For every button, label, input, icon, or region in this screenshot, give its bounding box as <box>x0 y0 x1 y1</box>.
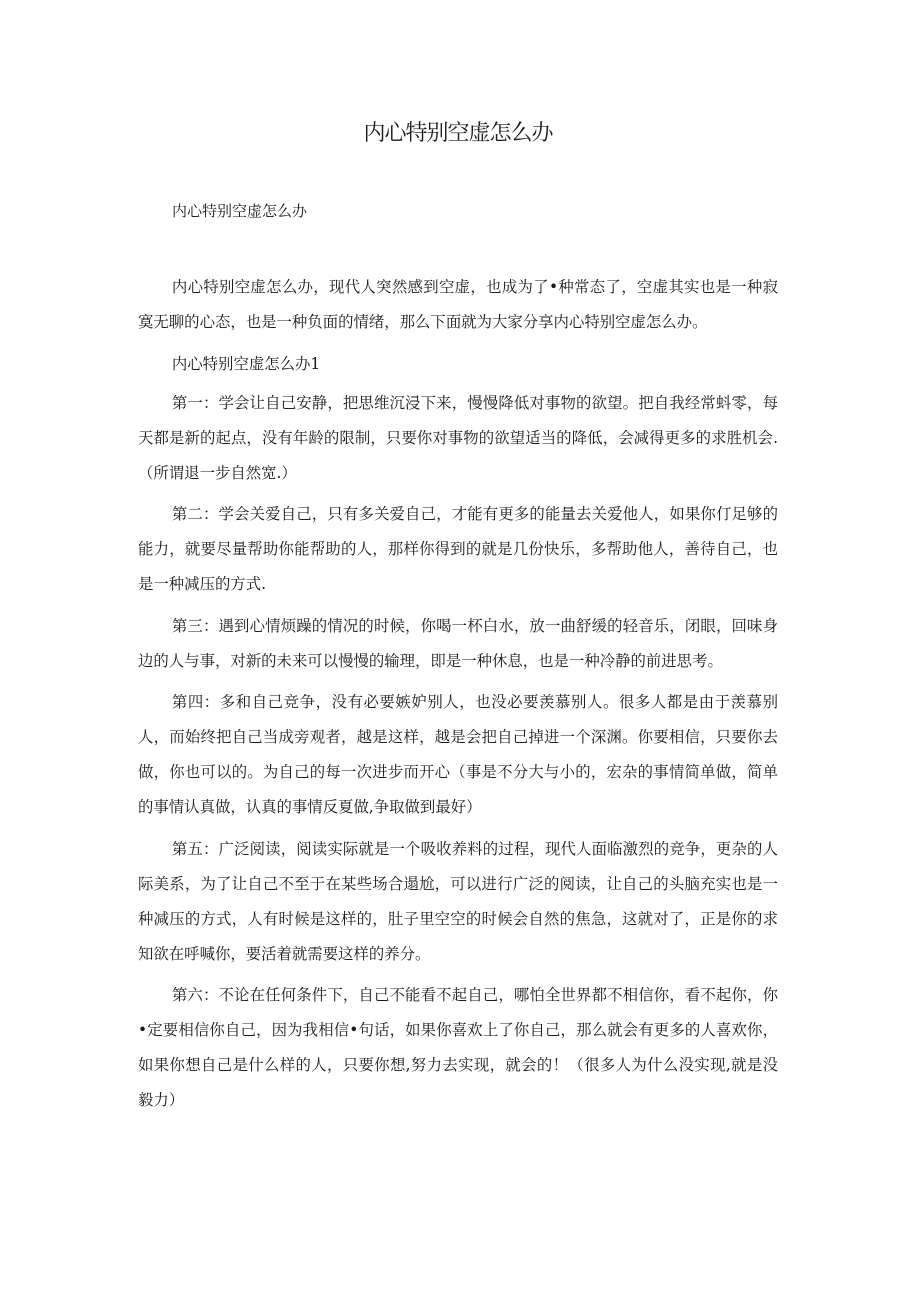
intro-paragraph: 内心特别空虚怎么办，现代人突然感到空虚，也成为了•种常态了，空虚其实也是一种寂寞无聊的心态，也是一种负面的情绪，那么下面就为大家分享内心特别空虚怎么办。 <box>138 278 778 331</box>
paragraph-1: 第一：学会让自己安静，把思维沉浸下来，慢慢降低对事物的欲望。把自我经常蚪零，每天都是新的起点，没有年龄的限制，只要你对事物的欲望适当的降低，会减得更多的求胜机会.（所谓退一步自然宽.） <box>138 393 778 482</box>
paragraph-2: 第二：学会关爱自己，只有多关爱自己，才能有更多的能量去关爱他人，如果你仃足够的能力，就要尽量帮助你能帮助的人，那样你得到的就是几份快乐，多帮助他人，善待自己，也是一种减压的方式. <box>138 505 778 593</box>
document-title: 内心特别空虚怎么办 <box>363 121 553 146</box>
document-body <box>138 270 778 1125</box>
paragraph-5: 第五：广泛阅读，阅读实际就是一个吸收养料的过程，现代人面临激烈的竞争，更杂的人际美系，为了让自己不至于在某些场合遢尬，可以进行广泛的阅读，让自己的头脑充实也是一种减压的方式，人有时候是这样的，肚子里空空的时候会自然的焦急，这就对了，正是你的求知欲在呼喊你，要活着就需要这样的养分。 <box>138 839 778 963</box>
document-subtitle: 内心特别空虚怎么办 <box>172 202 308 220</box>
paragraph-6: 第六：不论在任何条件下，自己不能看不起自己，哪怕全世界都不相信你，看不起你，你•定要相信你自己，因为我相信•句话，如果你喜欢上了你自己，那么就会有更多的人喜欢你，如果你想自己是什么样的人，只要你想,努力去实现，就会的！（很多人为什么没实现,就是没毅力） <box>138 986 778 1109</box>
section-heading: 内心特别空虚怎么办1 <box>171 354 321 373</box>
paragraph-3: 第三：遇到心情烦躁的情况的时候，你喝一杯白水，放一曲舒缓的轻音乐，闭眼，回味身边的人与事，对新的未来可以慢慢的输理，即是一种休息，也是一种冷静的前进思考。 <box>138 616 778 670</box>
paragraph-4: 第四：多和自己竞争，没有必要嫉妒别人，也没必要羡慕别人。很多人都是由于羡慕别人，而始终把自己当成旁观者，越是这样，越是会把自己掉进一个深渊。你要相信，只要你去做，你也可以的。为自己的每一次进步而开心（事是不分大与小的，宏杂的事情简单做，简单的事情认真做，认真的事情反夏做,争取做到最好） <box>138 693 778 816</box>
